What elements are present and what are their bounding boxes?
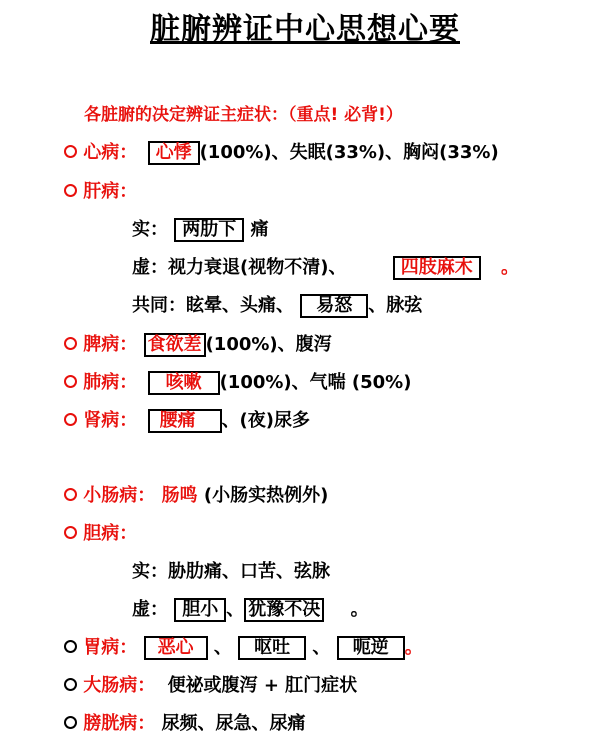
liver-common-text: 眩晕、头痛、 — [186, 295, 294, 316]
heart-row — [64, 141, 499, 165]
small-intestine-row — [64, 484, 328, 508]
liver-deficiency-row — [132, 256, 519, 280]
bladder-text: 尿频、尿急、尿痛 — [161, 713, 306, 734]
liver-common-row — [132, 294, 422, 318]
bladder-row — [64, 712, 306, 736]
liver-deficiency-key: 四肢麻木 — [393, 256, 481, 280]
lung-label: 肺病： — [83, 372, 138, 393]
heart-label: 心病： — [83, 142, 138, 163]
large-intestine-text: 便祕或腹泻 + 肛门症状 — [167, 675, 358, 696]
stomach-key-1: 恶心 — [144, 636, 208, 660]
gallbladder-excess-label: 实： — [132, 561, 168, 582]
liver-label: 肝病： — [83, 181, 138, 202]
liver-excess-label: 实： — [132, 219, 168, 240]
liver-deficiency-end: 。 — [501, 257, 520, 278]
stomach-key-3: 呃逆 — [337, 636, 405, 660]
gallbladder-deficiency-label: 虚： — [132, 599, 168, 620]
heart-key: 心悸 — [148, 141, 200, 165]
kidney-row — [64, 409, 310, 433]
liver-excess-key: 两肋下 — [174, 218, 244, 242]
gallbladder-deficiency-row — [132, 598, 369, 622]
spleen-rest: (100%)、腹泻 — [205, 334, 332, 355]
bullet-icon — [64, 678, 77, 691]
stomach-label: 胃病： — [83, 637, 138, 658]
gallbladder-excess-row — [132, 560, 330, 584]
spleen-label: 脾病： — [83, 334, 138, 355]
bullet-icon — [64, 716, 77, 729]
liver-deficiency-label: 虚： — [132, 257, 168, 278]
liver-common-key: 易怒 — [300, 294, 368, 318]
liver-deficiency-text: 视力衰退(视物不清)、 — [168, 257, 347, 278]
bullet-icon — [64, 337, 77, 350]
heart-rest: (100%)、失眠(33%)、胸闷(33%) — [199, 142, 499, 163]
liver-common-label: 共同： — [132, 295, 186, 316]
small-intestine-key: 肠鸣 — [161, 485, 198, 506]
liver-row — [64, 180, 137, 204]
large-intestine-label: 大肠病： — [83, 675, 156, 696]
gallbladder-row — [64, 522, 137, 546]
bullet-icon — [64, 375, 77, 388]
liver-excess-row — [132, 218, 269, 242]
stomach-end: 。 — [404, 637, 423, 658]
gallbladder-key-2: 犹豫不决 — [244, 598, 324, 622]
stomach-separator-2: 、 — [312, 637, 331, 658]
gallbladder-excess-text: 胁肋痛、口苦、弦脉 — [168, 561, 330, 582]
bullet-icon — [64, 413, 77, 426]
bullet-icon — [64, 488, 77, 501]
stomach-key-2: 呕吐 — [238, 636, 306, 660]
lung-rest: (100%)、气喘 (50%) — [219, 372, 412, 393]
liver-common-end: 、脉弦 — [368, 295, 423, 316]
gallbladder-key-1: 胆小 — [174, 598, 226, 622]
gallbladder-deficiency-end: 。 — [350, 599, 369, 620]
bullet-icon — [64, 145, 77, 158]
bullet-icon — [64, 526, 77, 539]
page-title: 脏腑辨证中心思想心要 — [150, 12, 460, 47]
liver-excess-rest: 痛 — [250, 219, 269, 240]
spleen-key: 食欲差 — [144, 333, 206, 357]
bullet-icon — [64, 184, 77, 197]
large-intestine-row — [64, 674, 357, 698]
stomach-separator-1: 、 — [213, 637, 232, 658]
gallbladder-label: 胆病： — [83, 523, 138, 544]
bladder-label: 膀胱病： — [83, 713, 156, 734]
spleen-row — [64, 333, 332, 357]
kidney-label: 肾病： — [83, 410, 138, 431]
gallbladder-separator: 、 — [226, 599, 245, 620]
small-intestine-label: 小肠病： — [83, 485, 156, 506]
bullet-icon — [64, 640, 77, 653]
kidney-key: 腰痛 — [148, 409, 222, 433]
lung-row — [64, 371, 411, 395]
intro-line: 各脏腑的决定辨证主症状：（重点! 必背!） — [84, 105, 403, 125]
small-intestine-rest: (小肠实热例外) — [203, 485, 329, 506]
stomach-row — [64, 636, 423, 660]
lung-key: 咳嗽 — [148, 371, 220, 395]
kidney-rest: 、(夜)尿多 — [221, 410, 311, 431]
